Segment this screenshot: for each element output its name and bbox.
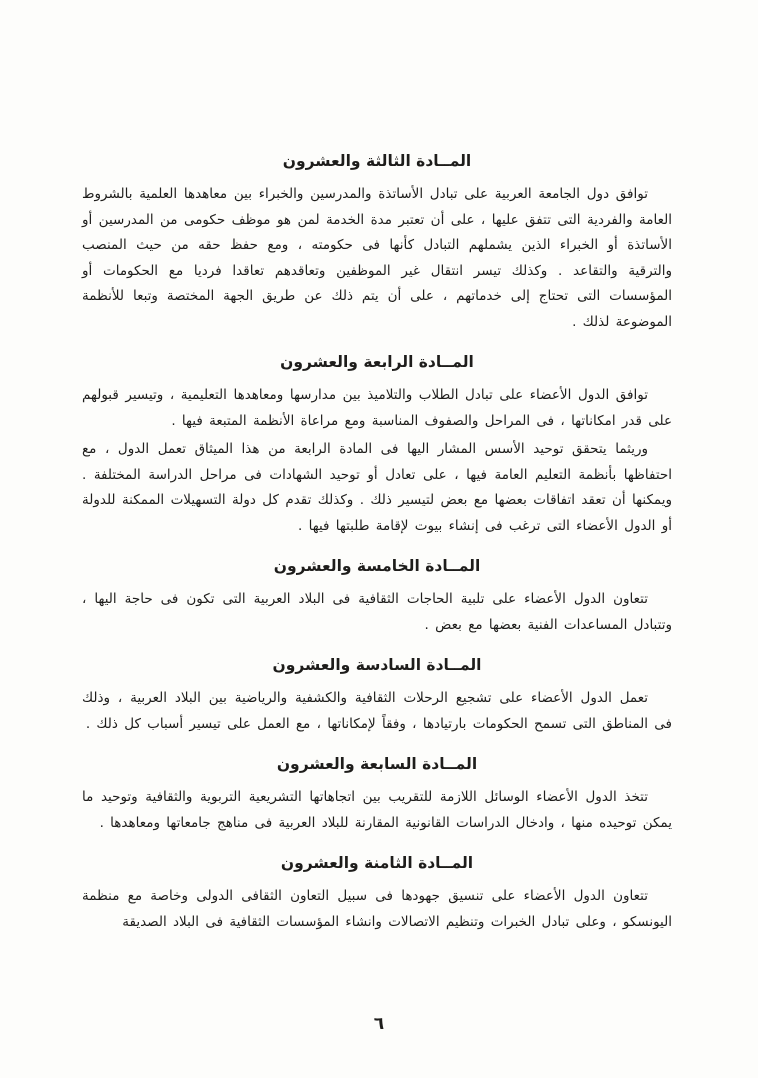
article-paragraph: تتعاون الدول الأعضاء على تلبية الحاجات الثقافية فى البلاد العربية التى تكون فى حاجة اليها ، وتتبادل المساعدات الفنية بعضها مع بعض . (82, 591, 672, 633)
article-paragraph: تعمل الدول الأعضاء على تشجيع الرحلات الثقافية والكشفية والرياضية بين البلاد العربية ، وذلك فى المناطق التى تسمح الحكومات بارتيادها ، وفقاً لإمكاناتها ، مع العمل على تيسير أسباب كل ذلك . (82, 690, 672, 732)
article-paragraph: توافق الدول الأعضاء على تبادل الطلاب والتلاميذ بين مدارسها ومعاهدها التعليمية ، وتيسير قبولهم على قدر امكاناتها ، فى المراحل والصفوف المناسبة ومع مراعاة الأنظمة المتبعة فيها . (82, 387, 672, 429)
article-heading: المــادة الخامسة والعشرون (273, 557, 481, 575)
article-paragraph: تتخذ الدول الأعضاء الوسائل اللازمة للتقريب بين اتجاهاتها التشريعية التربوية والثقافية وتوحيد ما يمكن توحيده منها ، وادخال الدراسات القانونية المقارنة للبلاد العربية فى مناهج جامعاتها ومعاهدها . (82, 789, 672, 831)
article-section-28 (82, 852, 672, 935)
article-section-26 (82, 654, 672, 737)
document-body (82, 150, 672, 938)
article-section-23 (82, 150, 672, 335)
article-heading: المــادة السابعة والعشرون (276, 755, 478, 773)
article-section-24 (82, 351, 672, 539)
article-heading: المــادة الثالثة والعشرون (282, 152, 472, 170)
article-heading: المــادة الرابعة والعشرون (280, 353, 474, 371)
article-heading: المــادة الثامنة والعشرون (280, 854, 474, 872)
article-paragraph: وريثما يتحقق توحيد الأسس المشار اليها فى المادة الرابعة من هذا الميثاق تعمل الدول ، مع احتفاظها بأنظمة التعليم العامة فيها ، على تعادل أو توحيد الشهادات فى مراحل الدراسة المختلفة . ويمكنها أن تعقد اتفاقات بعضها مع بعض لتيسير ذلك . وكذلك تقدم كل دولة التسهيلات الممكنة للدولة أو الدول الأعضاء التى ترغب فى إنشاء بيوت لإقامة طلبتها فيها . (82, 441, 672, 534)
page-number: ٦ (373, 1014, 385, 1034)
article-heading: المــادة السادسة والعشرون (272, 656, 482, 674)
article-paragraph: توافق دول الجامعة العربية على تبادل الأساتذة والمدرسين والخبراء بين معاهدها العلمية بالشروط العامة والفردية التى تتفق عليها ، على أن تعتبر مدة الخدمة لمن هو موظف حكومى من المدرسين أو الأساتذة أو الخبراء الذين يشملهم التبادل كأنها فى حكومته ، ومع حفظ حقه من حيث المنصب والترقية والتقاعد . وكذلك تيسر انتقال غير الموظفين وتعاقدهم تعاقدا فرديا مع الحكومات أو المؤسسات التى تحتاج إلى خدماتهم ، على أن يتم ذلك عن طريق الجهة المختصة وتبعا للأنظمة الموضوعة لذلك . (82, 186, 672, 330)
article-paragraph: تتعاون الدول الأعضاء على تنسيق جهودها فى سبيل التعاون الثقافى الدولى وخاصة مع منظمة اليونسكو ، وعلى تبادل الخبرات وتنظيم الاتصالات وانشاء المؤسسات الثقافية فى البلاد الصديقة (82, 888, 672, 930)
article-section-27 (82, 753, 672, 836)
article-section-25 (82, 555, 672, 638)
